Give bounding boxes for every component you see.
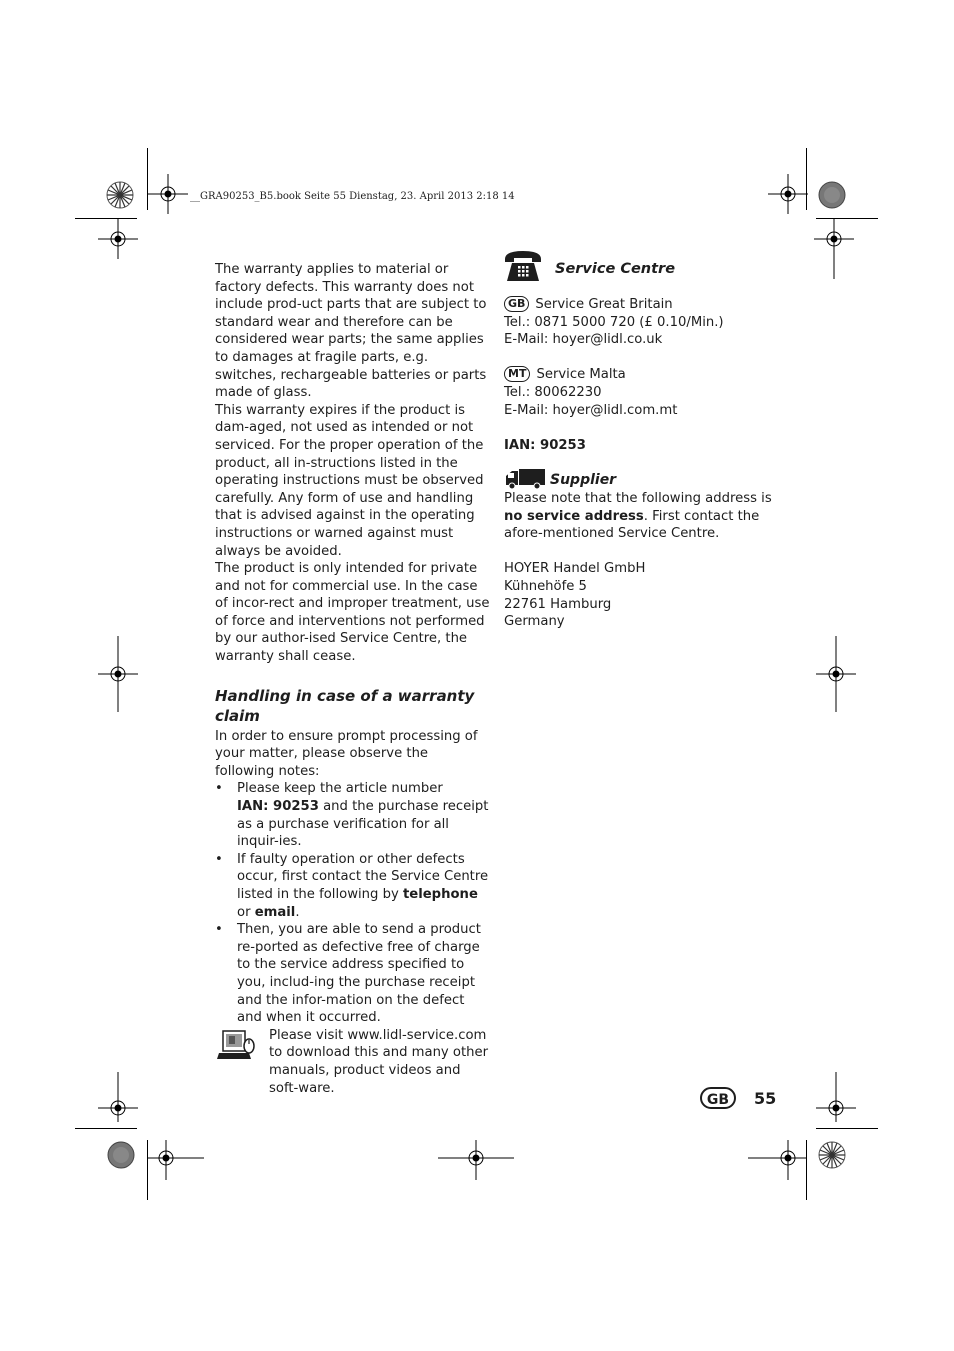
mt-service-name: Service Malta <box>536 367 626 383</box>
registration-mark-icon <box>748 1140 806 1180</box>
download-info <box>215 1027 491 1097</box>
mt-email: E-Mail: hoyer@lidl.com.mt <box>504 402 678 418</box>
truck-icon <box>504 468 546 490</box>
supplier-text: Please note that the following address is no service address. First contact the afore-mentioned Service Centre. <box>504 490 772 542</box>
gb-email: E-Mail: hoyer@lidl.co.uk <box>504 332 663 348</box>
color-wheel-icon <box>818 181 846 209</box>
supplier-heading-row <box>504 472 784 492</box>
computer-mouse-icon <box>217 1029 257 1063</box>
registration-mark-icon <box>148 174 188 214</box>
left-column <box>215 261 491 1097</box>
ian-number: IAN: 90253 <box>237 799 319 815</box>
registration-mark-icon <box>816 1072 856 1122</box>
gb-phone: Tel.: 0871 5000 720 (£ 0.10/Min.) <box>504 314 724 330</box>
list-item: • Then, you are able to send a product re-ported as defective free of charge to the service address specified to you, includ-ing the purchase receipt and the infor-mation on the defect and when it occurred. <box>215 922 481 1026</box>
registration-mark-icon <box>148 1140 204 1180</box>
supplier-title: Supplier <box>550 471 617 488</box>
gb-badge: GB <box>504 296 529 312</box>
registration-mark-icon <box>98 636 138 712</box>
country-badge: GB <box>700 1087 736 1109</box>
list-item: • If faulty operation or other defects occur, first contact the Service Centre listed in the following by telephone or email. <box>215 851 489 920</box>
color-wheel-icon <box>107 1141 135 1169</box>
registration-mark-icon <box>768 174 808 214</box>
color-wheel-icon <box>818 1141 846 1169</box>
warranty-paragraph-1: The warranty applies to material or factory defects. This warranty does not include prod-uct parts that are subject to standard wear and therefore can be considered wear parts; the same applies to damages at fragile parts, e.g. switches, rechargeable batteries or parts made of glass. <box>215 262 487 401</box>
right-column <box>504 261 784 631</box>
bullet-icon: • <box>215 781 223 797</box>
registration-mark-icon <box>98 219 138 259</box>
page-number: 55 <box>754 1089 777 1108</box>
telephone-icon <box>504 249 542 283</box>
service-mt-block <box>504 366 784 419</box>
registration-mark-icon <box>814 219 854 279</box>
list-item: • Please keep the article number IAN: 90253 and the purchase receipt as a purchase verification for all inquir-ies. <box>215 781 489 850</box>
warranty-claim-list <box>215 780 491 1026</box>
download-info-text: Please visit www.lidl-service.com to download this and many other manuals, product videos and soft-ware. <box>269 1027 489 1096</box>
bullet-icon: • <box>215 922 223 938</box>
gb-service-name: Service Great Britain <box>535 297 673 312</box>
warranty-paragraph-3: The product is only intended for private and not for commercial use. In the case of incor-rect and improper treatment, use of force and interventions not performed by our author-ised Service Centre, the warranty shall cease. <box>215 561 490 665</box>
mt-phone: Tel.: 80062230 <box>504 384 602 400</box>
registration-mark-icon <box>98 1072 138 1122</box>
service-centre-heading-row <box>504 261 784 287</box>
bullet-icon: • <box>215 851 223 867</box>
print-file-info: __GRA90253_B5.book Seite 55 Dienstag, 23. April 2013 2:18 14 <box>190 191 515 202</box>
warranty-claim-intro: In order to ensure prompt processing of your matter, please observe the following notes: <box>215 728 478 779</box>
ian-number: IAN: 90253 <box>504 437 586 453</box>
supplier-address: HOYER Handel GmbH Kühnehöfe 5 22761 Hamburg Germany <box>504 561 646 630</box>
service-centre-title: Service Centre <box>555 261 676 277</box>
registration-mark-icon <box>816 636 856 712</box>
color-wheel-icon <box>106 181 134 209</box>
warranty-claim-heading: Handling in case of a warranty claim <box>215 686 475 725</box>
service-gb-block <box>504 296 784 349</box>
warranty-paragraph-2: This warranty expires if the product is dam-aged, not used as intended or not serviced. For the proper operation of the product, all in-structions listed in the operating instructions must be observed carefully. Any form of use and handling that is advised against in the operating instructions or warned against must always be avoided. <box>215 402 484 559</box>
mt-badge: MT <box>504 366 530 382</box>
registration-mark-icon <box>438 1140 514 1180</box>
